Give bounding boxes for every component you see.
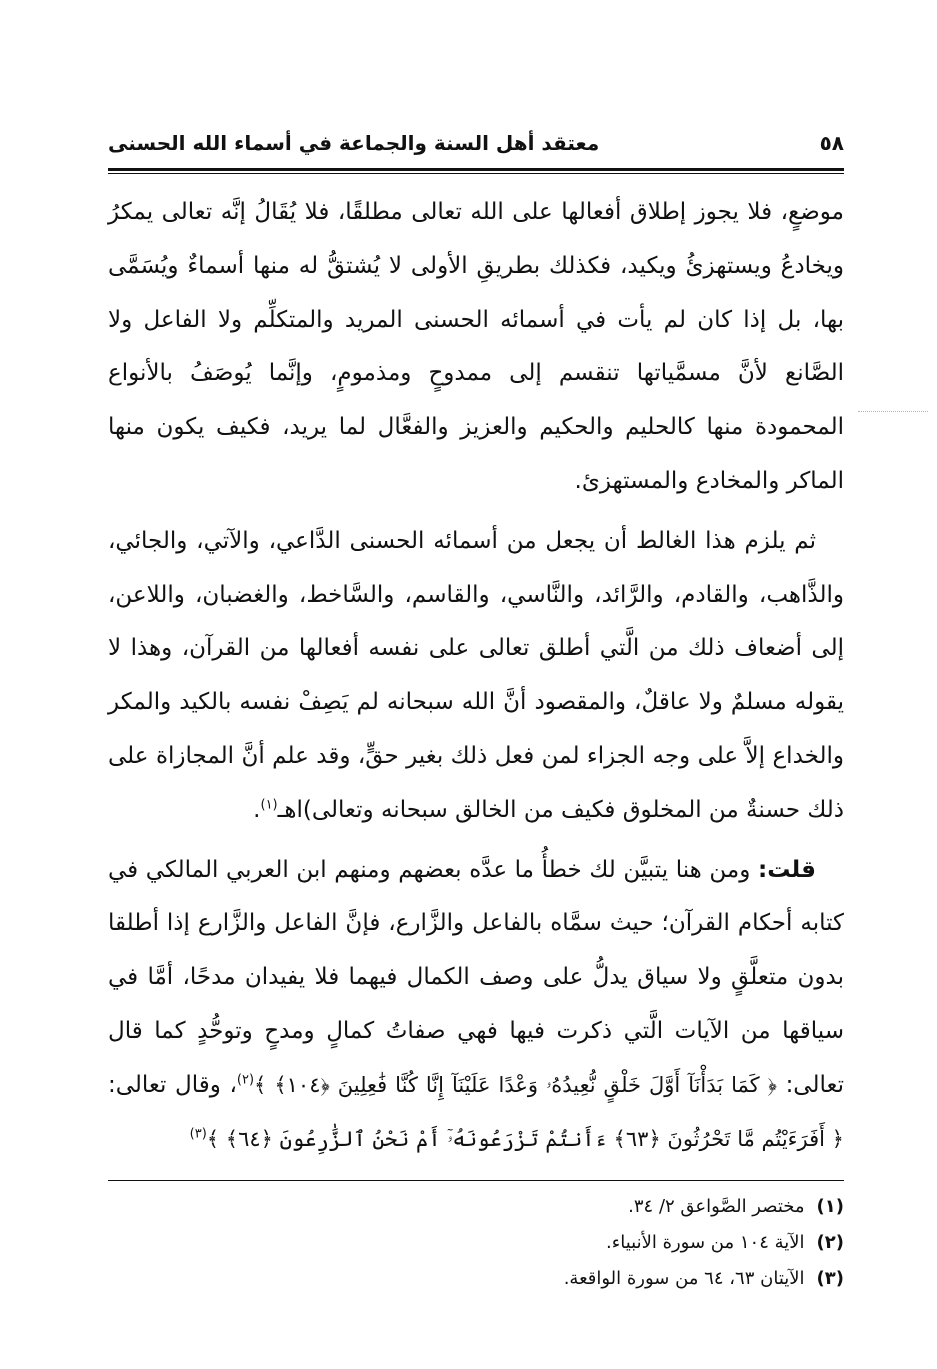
footnote-text: الآيتان ٦٣، ٦٤ من سورة الواقعة.: [563, 1268, 805, 1290]
footnote-item: [108, 1189, 844, 1225]
footnote-number: (٢): [816, 1232, 844, 1254]
header-rule-thin: [108, 173, 844, 174]
footnote-ref-3: (٣): [189, 1125, 207, 1141]
footnote-item: [108, 1225, 844, 1261]
footnote-text: مختصر الصَّواعق ٢/ ٣٤.: [628, 1196, 805, 1218]
paragraph-3-lead: قلت:: [758, 856, 816, 883]
main-text: [108, 186, 844, 1166]
paragraph-2: [108, 515, 844, 838]
footnote-item: [108, 1261, 844, 1297]
footnote-number: (٣): [816, 1268, 844, 1290]
margin-mark: [858, 411, 928, 413]
footnote-ref-2: (٢): [236, 1072, 255, 1088]
paragraph-1-text: موضعٍ، فلا يجوز إطلاق أفعالها على الله تعالى مطلقًا، فلا يُقَالُ إنَّه تعالى يمكرُ ويخادعُ ويستهزئُ ويكيد، فكذلك بطريقِ الأولى لا يُشتقُّ له منها أسماءٌ ويُسَمَّى بها، بل إذا كان لم يأت في أسمائه الحسنى المريد والمتكلِّم ولا الفاعل ولا الصَّانع لأنَّ مسمَّياتها تنقسم إلى ممدوحٍ ومذمومٍ، وإنَّما يُوصَفُ بالأنواع المحمودة منها كالحليم والحكيم والعزيز والفعَّال لما يريد، فكيف يكون منها الماكر والمخادع والمستهزئ.: [108, 199, 844, 494]
footnotes: [108, 1189, 844, 1297]
running-header: [108, 120, 844, 166]
paragraph-3-text: ومن هنا يتبيَّن لك خطأُ ما عدَّه بعضهم ومنهم ابن العربي المالكي في كتابه أحكام القرآن؛ حيث سمَّاه بالفاعل والزَّارع، فإنَّ الفاعل والزَّارع إذا أطلقا بدون متعلَّقٍ ولا سياق يدلُّ على وصف الكمال فيهما فلا يفيدان مدحًا، أمَّا في سياقها من الآيات الَّتي ذكرت فيها فهي صفاتُ كمالٍ ومدحٍ وتوحُّدٍ كما قال تعالى:: [108, 856, 844, 1098]
footnote-number: (١): [816, 1196, 844, 1218]
footnote-text: الآية ١٠٤ من سورة الأنبياء.: [606, 1232, 805, 1254]
paragraph-2-text: ثم يلزم هذا الغالط أن يجعل من أسمائه الحسنى الدَّاعي، والآتي، والجائي، والذَّاهب، والقادم، والرَّائد، والنَّاسي، والقاسم، والسَّاخط، والغضبان، واللاعن، إلى أضعاف ذلك من الَّتي أطلق تعالى على نفسه أفعالها من القرآن، وهذا لا يقوله مسلمٌ ولا عاقلٌ، والمقصود أنَّ الله سبحانه لم يَصِفْ نفسه بالكيد والمكر والخداع إلاَّ على وجه الجزاء لمن فعل ذلك بغير حقٍّ، وقد علم أنَّ المجازاة على ذلك حسنةٌ من المخلوق فكيف من الخالق سبحانه وتعالى)اهـ: [108, 527, 844, 823]
header-rule-thick: [108, 168, 844, 171]
book-page: [108, 120, 844, 1297]
quran-verse-1: ﴿ كَمَا بَدَأْنَآ أَوَّلَ خَلْقٍ نُّعِيدُهُۥ وَعْدًا عَلَيْنَآ إِنَّا كُنَّا فَٰعِلِينَ ﴿١٠٤﴾ ﴾: [254, 1072, 777, 1097]
footnote-separator: [108, 1180, 844, 1181]
quran-verse-2: ﴿ أَفَرَءَيْتُم مَّا تَحْرُثُونَ ﴿٦٣﴾ ءَأَنتُمْ تَزْرَعُونَهُۥٓ أَمْ نَحْنُ ٱلزَّٰرِعُونَ ﴿٦٤﴾ ﴾: [206, 1126, 844, 1151]
paragraph-1: [108, 186, 844, 509]
paragraph-3-between: ، وقال تعالى:: [108, 1071, 237, 1098]
paragraph-3: [108, 844, 844, 1167]
footnote-ref-1: (١): [260, 797, 278, 813]
page-number: ٥٨: [819, 131, 844, 155]
header-title: معتقد أهل السنة والجماعة في أسماء الله الحسنى: [108, 131, 600, 155]
paragraph-2-tail: .: [253, 796, 261, 823]
